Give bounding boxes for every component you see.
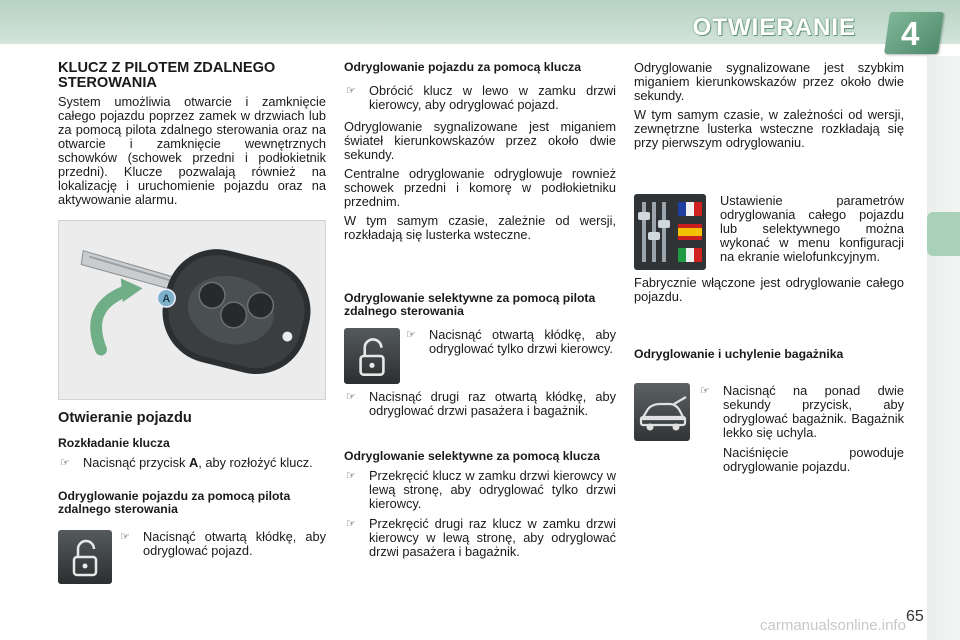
selective-key-step-2 [344, 517, 616, 559]
unlock-remote-block [58, 490, 326, 516]
signal-paragraph: Odryglowanie sygnalizowane jest miganiem świateł kierunkowskazów przez około dwie sekundy. [344, 119, 616, 162]
side-tab-active[interactable] [927, 212, 960, 256]
page-title: OTWIERANIE [692, 14, 856, 41]
selective-padlock-icon [344, 328, 400, 384]
intro-paragraph: System umożliwia otwarcie i zamknięcie całego pojazdu poprzez zamek w drzwiach lub za pomocą pilota zdalnego sterowania oraz na otwarcie i zamknięcie wewnętrznych schowków (schowek przedni i podłokietnik przedni). Klucze pozwalają również na lokalizację i uruchomienie pojazdu oraz na aktywowanie alarmu. [58, 94, 326, 207]
central-unlock-paragraph: Centralne odryglowanie odryglowuje rownież schowek przedni i komorę w podłokietniku przednim. [344, 166, 616, 209]
selective-key-heading: Odryglowanie selektywne za pomocą klucza [344, 449, 601, 463]
key-remote-illustration [59, 221, 325, 399]
unlock-key-step [344, 84, 616, 112]
step-text-end: , aby rozłożyć klucz. [198, 455, 313, 470]
chapter-number: 4 [901, 15, 920, 52]
step-text: Nacisnąć otwartą kłódkę, aby odryglować tylko drzwi kierowcy. [429, 327, 616, 356]
pointer-icon: ☞ [346, 518, 356, 530]
boot-heading: Odryglowanie i uchylenie bagażnika [634, 347, 844, 361]
step-text: Przekręcić klucz w zamku drzwi kierowcy w lewą stronę, aby odryglować tylko drzwi kierowcy. [369, 468, 616, 511]
boot-block [634, 348, 904, 361]
section-heading: Otwieranie pojazdu [58, 410, 192, 426]
unlock-key-heading: Odryglowanie pojazdu za pomocą klucza [344, 60, 582, 74]
pointer-icon: ☞ [120, 531, 130, 543]
page-number: 65 [906, 608, 924, 625]
selective-key-step-1 [344, 469, 616, 511]
key-photo [58, 220, 326, 400]
unfold-key-heading: Rozkładanie klucza [58, 436, 170, 450]
pointer-icon: ☞ [406, 329, 416, 341]
unfold-key-step [58, 456, 326, 470]
fast-signal-paragraph: Odryglowanie sygnalizowane jest szybkim miganiem kierunkowskazów przez około dwie sekundy. [634, 60, 904, 103]
pointer-icon: ☞ [346, 85, 356, 97]
factory-default-paragraph: Fabrycznie włączone jest odryglowanie całego pojazdu. [634, 275, 904, 304]
column-1 [58, 61, 326, 212]
button-a-label: A [162, 293, 171, 306]
step-text: Nacisnąć otwartą kłódkę, aby odryglować pojazd. [143, 529, 326, 558]
unlock-remote-bullet [118, 530, 326, 558]
watermark: carmanualsonline.info [760, 617, 906, 634]
column-2 [344, 61, 616, 247]
selective-step-1 [404, 328, 616, 362]
unlock-padlock-icon [58, 530, 112, 584]
selective-key-block [344, 450, 616, 565]
step-text: Przekręcić drugi raz klucz w zamku drzwi kierowcy w lewą stronę, aby odryglować drzwi pasażera i bagażnik. [369, 516, 616, 559]
boot-steps [698, 384, 904, 474]
unlock-remote-heading: Odryglowanie pojazdu za pomocą pilota zdalnego sterowania [58, 489, 291, 516]
main-heading: KLUCZ Z PILOTEM ZDALNEGO STEROWANIA [58, 60, 276, 91]
selective-bullet-1 [404, 328, 616, 356]
selective-remote-block [344, 292, 616, 318]
boot-note: Naciśnięcie powoduje odryglowanie pojazdu. [723, 445, 904, 474]
selective-step-2 [344, 390, 616, 424]
pointer-icon: ☞ [60, 457, 70, 469]
mirror-fold-paragraph: W tym samym czasie, w zależności od wersji, zewnętrzne lusterka wsteczne rozkładają się przy pierwszym odryglowaniu. [634, 107, 904, 150]
settings-text: Ustawienie parametrów odryglowania całego pojazdu lub selektywnego można wykonać w menu konfiguracji na ekranie wielofunkcyjnym. [720, 193, 904, 264]
section-opening [58, 410, 326, 426]
unfold-key-block [58, 437, 326, 476]
unlock-remote-step [118, 530, 326, 564]
boot-open-icon [634, 383, 690, 441]
boot-step [698, 384, 904, 440]
column-3 [634, 61, 904, 155]
step-button-ref: A [188, 455, 199, 470]
pointer-icon: ☞ [346, 470, 356, 482]
step-text: Nacisnąć drugi raz otwartą kłódkę, aby odryglować drzwi pasażera i bagażnik. [369, 389, 616, 418]
side-tab-strip [927, 56, 960, 640]
step-text: Nacisnąć przycisk [83, 455, 186, 470]
mirrors-paragraph: W tym samym czasie, zależnie od wersji, rozkładają się lusterka wsteczne. [344, 213, 616, 242]
selective-remote-heading: Odryglowanie selektywne za pomocą pilota zdalnego sterowania [344, 291, 596, 318]
settings-sliders-icon [634, 194, 706, 270]
pointer-icon: ☞ [346, 391, 356, 403]
pointer-icon: ☞ [700, 385, 710, 397]
step-text: Nacisnąć na ponad dwie sekundy przycisk, aby odryglować bagażnik. Bagażnik lekko się uchyla. [723, 383, 904, 440]
step-text: Obrócić klucz w lewo w zamku drzwi kierowcy, aby odryglować pojazd. [369, 83, 616, 112]
selective-bullet-2 [344, 390, 616, 418]
